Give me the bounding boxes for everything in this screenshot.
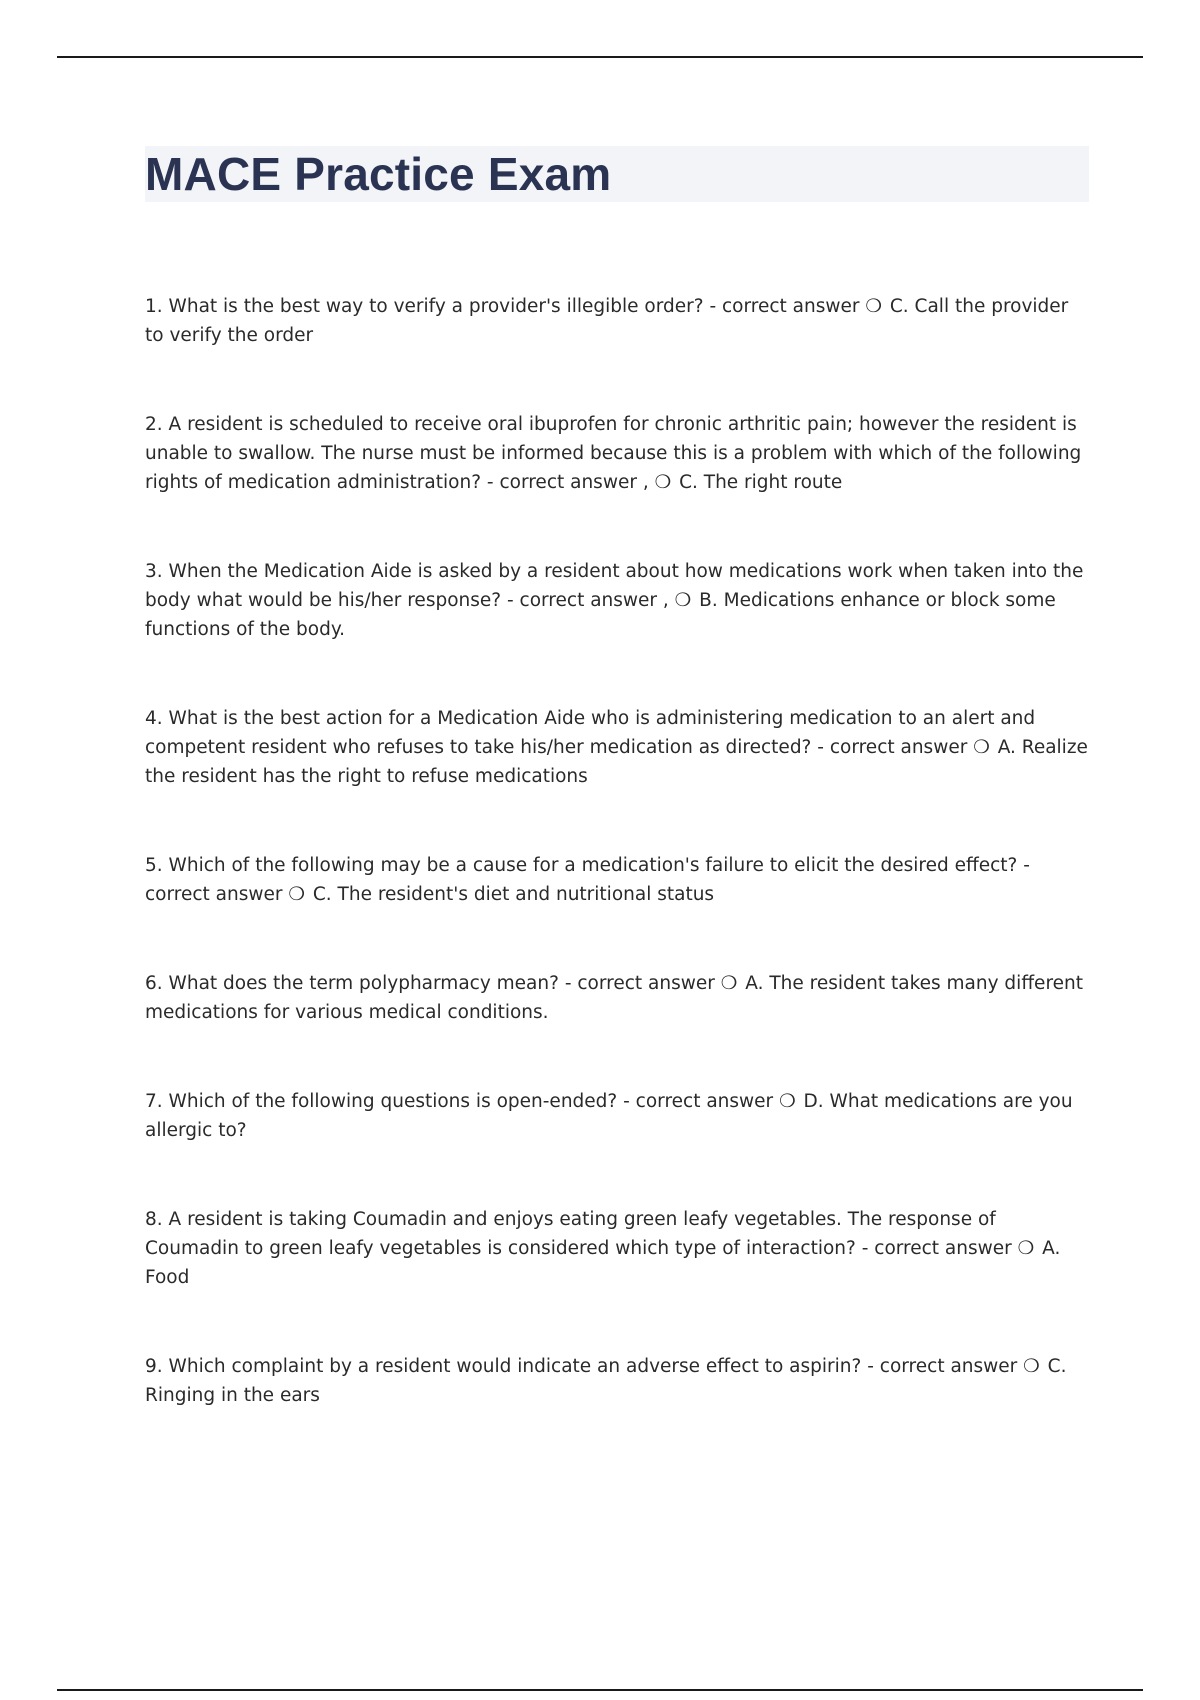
answer-circle-icon: , ❍ — [642, 472, 672, 493]
answer-text: D. What medications are you allergic to? — [145, 1091, 1073, 1141]
question-text: Which of the following questions is open-ended? — [168, 1091, 618, 1112]
top-rule — [57, 56, 1143, 58]
answer-circle-icon: , ❍ — [662, 590, 692, 611]
answer-separator: - correct answer — [817, 737, 968, 758]
question-number: 4. — [145, 708, 163, 729]
answer-text: B. Medications enhance or block some functions of the body. — [145, 590, 1056, 640]
question-number: 1. — [145, 296, 163, 317]
question-number: 8. — [145, 1209, 163, 1230]
answer-separator: - correct answer — [145, 855, 1030, 905]
answer-text: C. Ringing in the ears — [145, 1356, 1067, 1406]
answer-circle-icon: ❍ — [973, 737, 990, 758]
answer-separator: - correct answer — [709, 296, 860, 317]
question-item — [145, 969, 1089, 1027]
answer-text: C. The resident's diet and nutritional status — [312, 884, 715, 905]
answer-circle-icon: ❍ — [288, 884, 305, 905]
question-text: Which of the following may be a cause for a medication's failure to elicit the desired effect? — [168, 855, 1018, 876]
answer-text: C. The right route — [679, 472, 843, 493]
answer-separator: - correct answer — [867, 1356, 1018, 1377]
answer-text: C. Call the provider to verify the order — [145, 296, 1069, 346]
answer-separator: - correct answer — [861, 1238, 1012, 1259]
answer-separator: - correct answer — [623, 1091, 774, 1112]
answer-circle-icon: ❍ — [1017, 1238, 1035, 1259]
answer-text: A. The resident takes many different medications for various medical conditions. — [145, 973, 1084, 1023]
question-item — [145, 704, 1089, 791]
question-text: What is the best action for a Medication Aide who is administering medication to an alert and competent resident who refuses to take his/her medication as directed? — [145, 708, 1036, 758]
question-item — [145, 851, 1089, 909]
question-number: 7. — [145, 1091, 163, 1112]
answer-text: A. Food — [145, 1238, 1061, 1288]
answer-separator: - correct answer — [506, 590, 658, 611]
question-number: 6. — [145, 973, 163, 994]
bottom-rule — [57, 1689, 1143, 1691]
question-text: What does the term polypharmacy mean? — [168, 973, 559, 994]
answer-circle-icon: ❍ — [779, 1091, 796, 1112]
page-title: MACE Practice Exam — [145, 148, 612, 200]
title-band — [145, 146, 1089, 202]
question-text: When the Medication Aide is asked by a resident about how medications work when taken into the body what would be his/her response? — [145, 561, 1084, 611]
question-number: 2. — [145, 414, 163, 435]
answer-circle-icon: ❍ — [865, 296, 882, 317]
answer-text: A. Realize the resident has the right to refuse medications — [145, 737, 1088, 787]
question-number: 9. — [145, 1356, 163, 1377]
question-list — [145, 292, 1089, 1410]
question-text: A resident is scheduled to receive oral ibuprofen for chronic arthritic pain; however the resident is unable to swallow. The nurse must be informed because this is a problem with which of the following rights of medication administration? — [145, 414, 1082, 493]
question-text: A resident is taking Coumadin and enjoys eating green leafy vegetables. The response of Coumadin to green leafy vegetables is considered which type of interaction? — [145, 1209, 996, 1259]
question-number: 3. — [145, 561, 163, 582]
question-text: What is the best way to verify a provider's illegible order? — [168, 296, 704, 317]
question-item — [145, 410, 1089, 497]
answer-circle-icon: ❍ — [720, 973, 738, 994]
question-item — [145, 1087, 1089, 1145]
document-body — [145, 146, 1089, 1470]
question-item — [145, 1205, 1089, 1292]
answer-separator: - correct answer — [486, 472, 637, 493]
question-number: 5. — [145, 855, 163, 876]
answer-circle-icon: ❍ — [1023, 1356, 1040, 1377]
question-text: Which complaint by a resident would indicate an adverse effect to aspirin? — [168, 1356, 862, 1377]
answer-separator: - correct answer — [564, 973, 715, 994]
question-item — [145, 292, 1089, 350]
question-item — [145, 1352, 1089, 1410]
question-item — [145, 557, 1089, 644]
